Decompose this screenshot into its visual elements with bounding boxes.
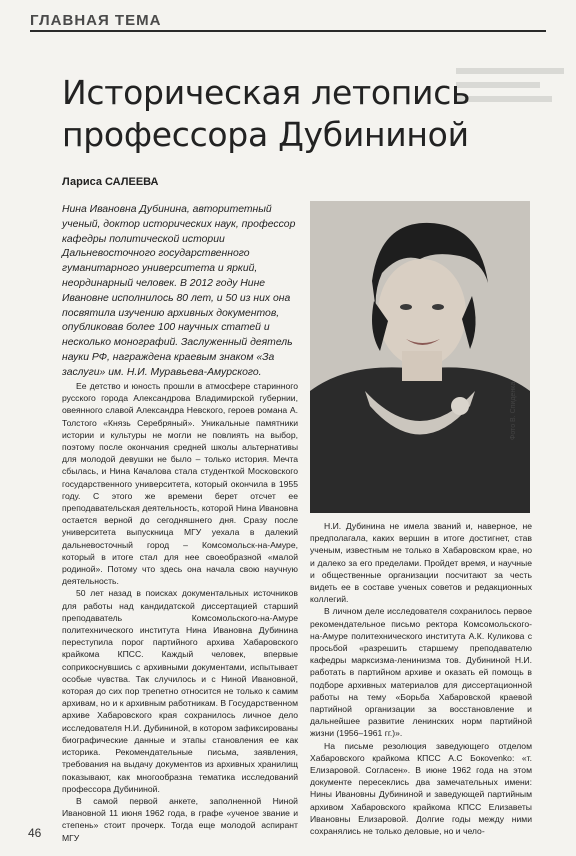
lead-paragraph: Нина Ивановна Дубинина, авторитетный ученый, доктор исторических наук, профессор кафедры политической истории Дальневосточного государственного гуманитарного университета и яркий, неординарный человек. В 2012 году Нине Ивановне исполнилось 80 лет, и 50 из них она посвятила изучению архивных документов, опубликовав более 100 научных статей и несколько монографий. Заслуженный деятель науки РФ, награждена краевым знаком «За заслуги» им. Н.И. Муравьева-Амурского. <box>62 204 296 378</box>
body-paragraph: В личном деле исследователя сохранилось первое рекомендательное письмо ректора Комсомольского-на-Амуре политехнического института А.К. Куликова с просьбой «разрешить старшему преподавателю кафедры марксизма-ленинизма тов. Дубининой Н.И. работать в партийном архиве и оказать ей помощь в подборе архивных материалов для диссертационной работы на тему «Борьба Хабаровской краевой партийной организации за восстановление и дальнейшее развитие ленинских норм партийной жизни (1956–1961 гг.)». <box>310 606 532 739</box>
body-paragraph: Н.И. Дубинина не имела званий и, наверное, не предполагала, каких вершин в итоге достигнет, став ученым, известным не только в Хабаровском крае, но и далеко за его пределами. Пройдет время, и научные и общественные организации посчитают за честь видеть ее в составе ученых советов и редакционных коллегий. <box>310 521 532 605</box>
title-line-1: Историческая летопись <box>62 73 471 112</box>
page-number: 46 <box>28 826 42 840</box>
body-paragraph: Ее детство и юность прошли в атмосфере старинного русского города Александрова Владимирской губернии, овеянного славой Александра Невского, героев романа А. Толстого «Князь Серебряный». Уникальные памятники истории и культуры не могли не повлиять на выбор, поэтому после окончания средней школы альтернативы для молодой девушки не было – только история. Мечта сбылась, и Нина Качалова стала студенткой Московского государственного университета, который окончила в 1955 году. С этого же времени берет отсчет ее преподавательская деятельность, которой Нина Ивановна остается верной до сегодняшнего дня. Сразу после университета выпускница МГУ уехала в далекий дальневосточный город – Комсомольск-на-Амуре, который в итоге стал для нее своеобразной «малой родиной». Потому что здесь она начала свою научную деятельность. <box>62 381 298 587</box>
portrait-illustration <box>310 201 530 513</box>
section-label: ГЛАВНАЯ ТЕМА <box>30 12 162 29</box>
author-byline: Лариса САЛЕЕВА <box>62 176 159 188</box>
body-paragraph: На письме резолюция заведующего отделом Хабаровского крайкома КПСС А.С Бокovenko: «т. Елизаровой. Согласен». В июне 1962 года на этом документе пересеклись два замечательных имени: Нины Ивановны Дубининой и заведующей партийным архивом Хабаровского крайкома КПСС Елизаветы Ивановны Елизаровой. Долгие годы между ними сохранялись не только деловые, но и чело- <box>310 740 532 837</box>
body-column-left <box>62 380 298 844</box>
photo-credit: Фото В. Спиденка <box>510 381 517 440</box>
section-rule <box>30 30 546 32</box>
body-column-right <box>310 520 532 837</box>
body-paragraph: 50 лет назад в поисках документальных источников для работы над кандидатской диссертацией старший преподаватель Комсомольского-на-Амуре политехнического института Нина Ивановна Дубинина переступила порог партийного архива Хабаровского крайкома КПСС. Каждый человек, впервые соприкоснувшись с архивными документами, испытывает особые чувства. Так случилось и с Ниной Ивановной, которая до сих пор трепетно относится не только к самим архивам, но и к архивным работникам. В Государственном архиве Хабаровского края сохранилось личное дело исследователя Н.И. Дубининой, в котором зафиксированы биографические данные и этапы становления ее как историка. Рекомендательные письма, заявления, требования на выдачу документов из архивных хранилищ показывают, как многообразна тематика исследований профессора Дубининой. <box>62 588 298 794</box>
portrait-photo <box>310 201 530 513</box>
body-paragraph: В самой первой анкете, заполненной Ниной Ивановной 11 июня 1962 года, в графе «ученое звание и степень» стоит прочерк. Тогда еще молодой аспирант МГУ <box>62 795 298 843</box>
title-line-2: профессора Дубининой <box>62 115 469 154</box>
article-title <box>62 72 542 156</box>
